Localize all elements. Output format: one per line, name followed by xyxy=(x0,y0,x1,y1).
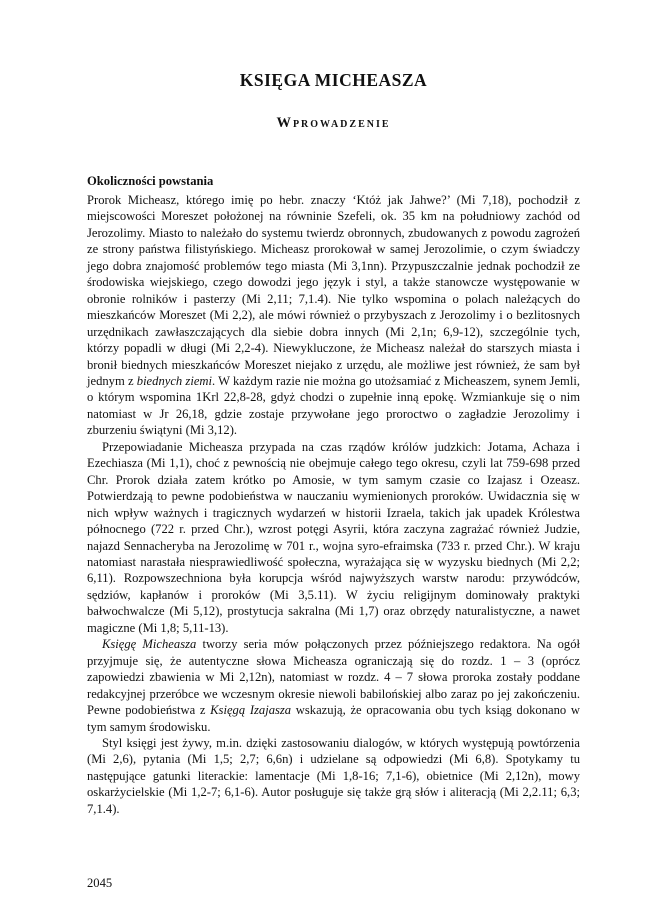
page-title: KSIĘGA MICHEASZA xyxy=(239,70,428,90)
text-run: wskazują, że opracowania obu tych ksiąg dokonano w tym samym środowisku. xyxy=(87,703,580,734)
text-run: Przepowiadanie Micheasza przypada na czas rządów królów judzkich: Jotama, Achaza i Ezechiasza (Mi 1,1), choć z pewnością nie obejmuje całego tego okresu, czyli lat 759-698 przed Chr. Prorok działa zatem krótko po Amosie, w tym samym czasie co Izajasz i Ozeasz. Potwierdzają to pewne podobieństwa w nauczaniu wymienionych proroków. Uwidacznia się w nich wpływ ważnych i tragicznych wydarzeń w historii Izraela, takich jak upadek Królestwa północnego (722 r. przed Chr.), wzrost potęgi Asyrii, która zaczyna zagrażać również Judzie, najazd Sennacheryba na Jerozolimę w 701 r., wojna syro-efraimska (733 r. przed Chr.). W kraju natomiast narastała niesprawiedliwość społeczna, wyrażająca się w wyzysku biednych (Mi 2,2; 6,11). Rozpowszechniona była korupcja wśród najwyższych warstw narodu: przywódców, sędziów, kapłanów i proroków (Mi 3,5.11). W życiu religijnym dominowały praktyki bałwochwalcze (Mi 5,12), prostytucja sakralna (Mi 1,7) oraz obrzędy naturalistyczne, a nawet magiczne (Mi 1,8; 5,11-13). xyxy=(87,439,580,635)
paragraph xyxy=(87,439,580,636)
text-run: . W każdym razie nie można go utożsamiać z Micheaszem, synem Jemli, o którym wspomina 1Krl 22,8-28, gdyż chodzi o zupełnie inną epokę. Wzmiankuje się o nim natomiast w Jr 26,18, gdzie zostaje przywołane jego proroctwo o zagładzie Jerozolimy i zburzeniu świątyni (Mi 3,12). xyxy=(87,373,580,438)
body-text xyxy=(87,192,580,817)
text-run: Styl księgi jest żywy, m.in. dzięki zastosowaniu dialogów, w których występują powtórzenia (Mi 2,6), pytania (Mi 1,5; 2,7; 6,6n) i udzielane są odpowiedzi (Mi 6,8). Spotykamy tu następujące gatunki literackie: lamentacje (Mi 1,8-16; 7,1-6), obietnice (Mi 2,12n), mowy oskarżycielskie (Mi 1,2-7; 6,1-6). Autor posługuje się także grą słów i aliteracją (Mi 2,2.11; 6,3; 7,1.4). xyxy=(87,735,580,816)
paragraph xyxy=(87,192,580,439)
text-run: Prorok Micheasz, którego imię po hebr. znaczy ‘Któż jak Jahwe?’ (Mi 7,18), pochodził z miejscowości Moreszet położonej na równinie Szefeli, ok. 35 km na południowy zachód od Jerozolimy. Miasto to należało do systemu twierdz obronnych, zbudowanych z powodu zagrożeń ze strony państwa filistyńskiego. Micheasz prorokował w samej Jerozolimie, o czym świadczy jego dobra znajomość problemów tego miasta (Mi 3,1nn). Przypuszczalnie jednak pochodził ze środowiska wiejskiego, czego dowodzi jego język i styl, a także stanowcze występowanie w obronie rolników i pasterzy (Mi 2,11; 7,1.4). Nie tylko wspomina o polach należących do mieszkańców Moreszet (Mi 2,2), ale mówi również o przybyszach z Jerozolimy i o bezlitosnych urzędnikach zawłaszczających dla siebie dobra innych (Mi 2,1n; 6,9-12), szczególnie tych, którzy popadli w długi (Mi 2,2-4). Niewykluczone, że Micheasz należał do starszych miasta i bronił biednych mieszkańców Moreszet niejako z urzędu, ale możliwe jest również, że sam był jednym z xyxy=(87,193,580,388)
page-subtitle: Wprowadzenie xyxy=(276,115,391,131)
paragraph xyxy=(87,735,580,817)
text-run: tworzy seria mów połączonych przez późniejszego redaktora. Na ogół przyjmuje się, że autentyczne słowa Micheasza ograniczają się do rozdz. 1 – 3 (oprócz zapowiedzi zbawienia w Mi 2,12n), natomiast w rozdz. 4 – 7 słowa proroka zostały poddane redakcyjnej przeróbce we wczesnym okresie niewoli babilońskiej albo zaraz po jej zakończeniu. Pewne podobieństwa z xyxy=(87,637,580,718)
italic-text-run: Księgą Izajasza xyxy=(210,703,292,718)
page-number: 2045 xyxy=(87,876,113,890)
paragraph xyxy=(87,636,580,735)
italic-text-run: Księgę Micheasza xyxy=(102,637,197,652)
italic-text-run: biednych ziemi xyxy=(136,373,213,388)
section-heading: Okoliczności powstania xyxy=(87,174,214,188)
